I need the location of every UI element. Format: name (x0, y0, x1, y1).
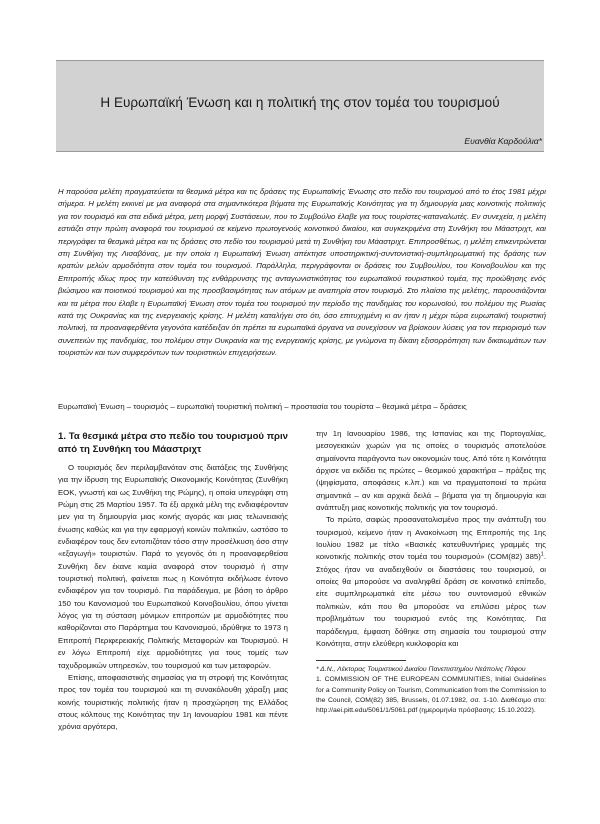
paragraph-text: . Στόχος ήταν να αναδειχθούν οι διαστάσεις του τουρισμού, οι οποίες θα μπορούσε να αναληφθεί δράση σε κοινοτικό επίπεδο, είτε συμπληρωματικά είτε μέσω του συντονισμού εθνικών πολιτικών, κάτι που θα μπορούσε να επιλύσει μέρος των προβλημάτων του τουρισμού εντός της Κοινότητας. Για παράδειγμα, έμφαση δόθηκε στη σημασία του τουρισμού στην Κοινότητα, στην ελεύθερη κυκλοφορία και (316, 552, 546, 648)
abstract: Η παρούσα μελέτη πραγματεύεται τα θεσμικά μέτρα και τις δράσεις της Ευρωπαϊκής Ένωσης στο πεδίο του τουρισμού από το έτος 1981 μέχρι σήμερα. Η μελέτη εκκινεί με μια αναφορά στα σημαντικότερα βήματα της Ευρωπαϊκής Κοινότητας για τη δημιουργία μιας κοινοτικής πολιτικής για τον τουρισμό και στα ειδικά μέτρα, μετη μορφή Συστάσεων, που το Συμβούλιο έλαβε για τους τουρίστες-καταναλωτές. Εν συνεχεία, η μελέτη εστιάζει στην πρώτη αναφορά του τουρισμού σε κείμενο πρωτογενούς κοινοτικού δικαίου, και συγκεκριμένα στη Συνθήκη του Μάαστριχτ, και περιγράφει τα θεσμικά μέτρα και τις δράσεις στο πεδίο του τουρισμού μετά τη Συνθήκη του Μάαστριχτ. Επιπροσθέτως, η μελέτη επικεντρώνεται στη Συνθήκη της Λισαβόνας, με την οποία η Ευρωπαϊκή Ένωση απέκτησε υποστηρικτική-συντονιστική-συμπληρωματική της δράσης των κρατών μελών αρμοδιότητα στον τομέα του τουρισμού. Παράλληλα, περιγράφονται οι δράσεις του Συμβουλίου, του Κοινοβουλίου και της Επιτροπής ιδίως προς την κατεύθυνση της ενθάρρυνσης της ανταγωνιστικότητας του ευρωπαϊκού τουριστικού τομέα, της προώθησης ενός βιώσιμου και ποιοτικού τουρισμού και της προσβασιμότητας των ατόμων με αναπηρία στον τουρισμό. Στο πλαίσιο της μελέτης, παρουσιάζονται και τα μέτρα που έλαβε η Ευρωπαϊκή Ένωση στον τομέα του τουρισμού την περίοδο της πανδημίας του κορωνοϊού, του πολέμου της Ρωσίας κατά της Ουκρανίας και της ενεργειακής κρίσης. Η μελέτη καταλήγει στο ότι, όσο επιτυχημένη κι αν ήταν η μέχρι τώρα ευρωπαϊκή τουριστική πολιτική, τα προαναφερθέντα γεγονότα κατέδειξαν ότι πρέπει τα ευρωπαϊκά όργανα να συνεχίσουν να βρίσκουν λύσεις για τον περιορισμό των συνεπειών της πανδημίας, του πολέμου στην Ουκρανία και της ενεργειακής κρίσης, με γνώμονα τη δίκαιη εξισορρόπηση των δικαιωμάτων των τουριστών και των συμφερόντων των τουριστικών επιχειρήσεων. (58, 187, 546, 358)
body-paragraph: Επίσης, αποφασιστικής σημασίας για τη στροφή της Κοινότητας προς τον τομέα του τουρισμού και τη συνακόλουθη χάραξη μιας κοινής τουριστικής πολιτικής ήταν η προσχώρηση της Ελλάδος στους κόλπους της Κοινότητας την 1η Ιανουαρίου 1981 και πέντε χρόνια αργότερα, (58, 672, 288, 732)
paper-title: Η Ευρωπαϊκή Ένωση και η πολιτική της στον τομέα του τουρισμού (100, 95, 500, 110)
body-paragraph: Ο τουρισμός δεν περιλαμβανόταν στις διατάξεις της Συνθήκης για την ίδρυση της Ευρωπαϊκής Οικονομικής Κοινότητας (Συνθήκη ΕΟΚ, γνωστή και ως Συνθήκη της Ρώμης), η οποία υπεγράφη στη Ρώμη στις 25 Μαρτίου 1957. Τα έξι αρχικά μέλη της ενδιαφέρονταν μεν για τη δημιουργία μιας κοινής αγοράς και μιας τελωνειακής ένωσης καθώς και για την εφαρμογή κοινών πολιτικών, ωστόσο το ενδιαφέρον τους δεν εντοπιζόταν τόσο στην προσέλκυση όσο στην «εξαγωγή» τουριστών. Παρά το γεγονός ότι η προαναφερθείσα Συνθήκη δεν έκανε καμία αναφορά στον τουρισμό ή στην τουριστική πολιτική, φαίνεται πως η Κοινότητα εκδήλωσε έντονο ενδιαφέρον για τον τουρισμό. Για παράδειγμα, με βάση το άρθρο 150 του Κανονισμού του Ευρωπαϊκού Κοινοβουλίου, όπου γίνεται λόγος για τη σύσταση μόνιμων επιτροπών με αρμοδιότητες που καθορίζονται στο Παράρτημα του Κανονισμού, ιδρύθηκε το 1973 η Επιτροπή Περιφερειακής Πολιτικής Μεταφορών και Τουρισμού. Η εν λόγω Επιτροπή είχε αρμοδιότητες για τους τομείς των ταχυδρομικών υπηρεσιών, του τουρισμού και των μεταφορών. (58, 463, 288, 670)
section-heading: 1. Τα θεσμικά μέτρα στο πεδίο του τουρισμού πριν από τη Συνθήκη του Μάαστριχτ (58, 431, 288, 455)
body-paragraph (316, 514, 546, 650)
footnote-ref: 1 (540, 551, 544, 558)
author-name: Ευανθία Καρδούλια* (464, 136, 542, 146)
body-paragraph: την 1η Ιανουαρίου 1986, της Ισπανίας και της Πορτογαλίας, μεσογειακών χωρών για τις οποίες ο τουρισμός αποτελούσε σημαίνοντα παράγοντα των οικονομιών τους. Από τότε η Κοινότητα άρχισε να εκδίδει τις πρώτες – θεσμικού χαρακτήρα – πράξεις της (ψηφίσματα, αποφάσεις κ.λπ.) και να πραγματοποιεί τα πρώτα σημαντικά – αν και αρχικά δειλά – βήματα για τη δημιουργία και ανάπτυξη μιας κοινοτικής πολιτικής για τον τουρισμό. (316, 429, 546, 513)
left-column (58, 430, 288, 734)
keywords: Ευρωπαϊκή Ένωση – τουρισμός – ευρωπαϊκή τουριστική πολιτική – προστασία του τουρίστα – θεσμικά μέτρα – δράσεις (58, 402, 467, 411)
right-column (316, 428, 546, 716)
footnote-divider (316, 660, 406, 661)
footnote-1: 1. COMMISSION OF THE EUROPEAN COMMUNITIES, Initial Guidelines for a Community Policy on Tourism, Communication from the Commission to the Council, COM(82) 385, Brussels, 01.07.1982, σσ. 1-10. Διαθέσιμο στο: http://aei.pitt.edu/5061/1/5061.pdf (ημερομηνία πρόσβασης: 15.10.2022). (316, 676, 546, 714)
author-footnote: * Δ.Ν., Λέκτορας Τουριστικού Δικαίου Πανεπιστημίου Νεάπολις Πάφου (316, 666, 526, 674)
paragraph-text: Το πρώτο, σαφώς προσανατολισμένο προς την ανάπτυξη του τουρισμού, κείμενο ήταν η Ανακοίνωση της Επιτροπής της 1ης Ιουλίου 1982 με τίτλο «Βασικές κατευθυντήριες γραμμές της κοινοτικής πολιτικής στον τομέα του τουρισμού» (COM(82) 385) (316, 515, 546, 562)
